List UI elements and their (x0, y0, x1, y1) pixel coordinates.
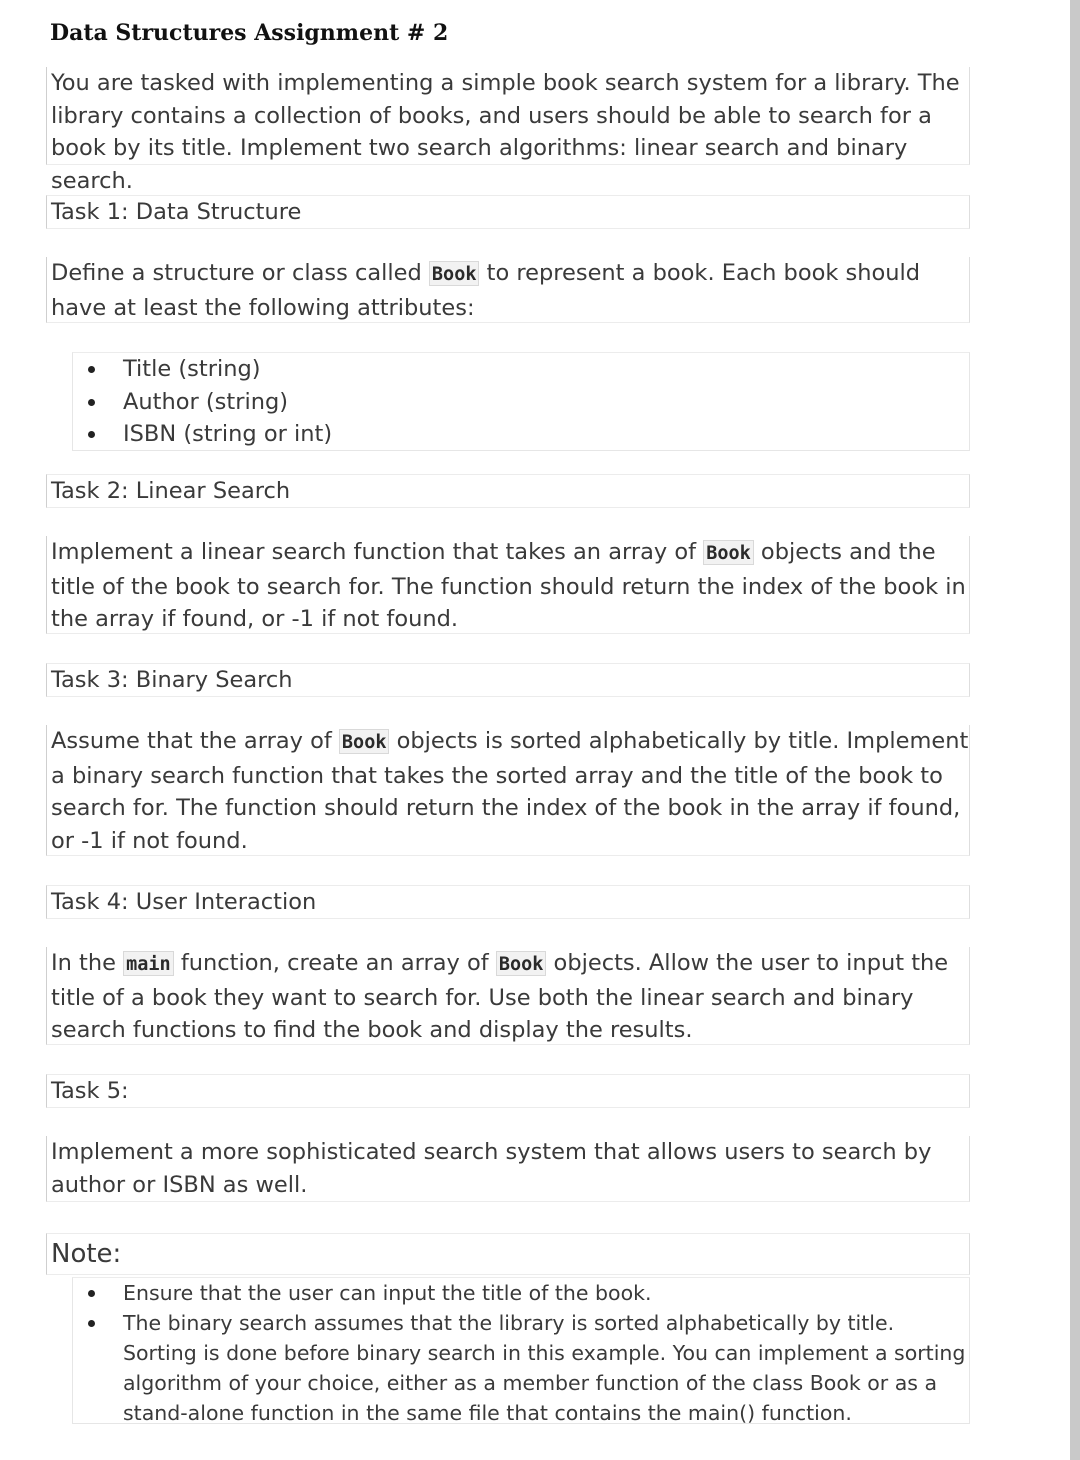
scrollbar[interactable] (1070, 0, 1080, 1460)
task2-heading: Task 2: Linear Search (46, 474, 970, 508)
task3-paragraph (46, 725, 970, 856)
attribute-list (72, 352, 970, 451)
task1-text-before: Define a structure or class called (51, 260, 429, 286)
task4-text-2: function, create an array of (173, 950, 496, 976)
book-code: Book (703, 540, 754, 565)
bullet-icon (88, 366, 95, 373)
task3-heading: Task 3: Binary Search (46, 663, 970, 697)
note-heading: Note: (46, 1233, 970, 1275)
task4-paragraph (46, 947, 970, 1045)
list-item-label: Ensure that the user can input the title of the book. (123, 1281, 652, 1305)
list-item-label: Title (string) (123, 356, 261, 382)
intro-paragraph: You are tasked with implementing a simple book search system for a library. The library contains a collection of books, and users should be able to search for a book by its title. Implement two search algorithms: linear search and binary search. (46, 67, 970, 165)
book-code: Book (429, 261, 480, 286)
task2-paragraph (46, 536, 970, 634)
list-item-label: The binary search assumes that the library is sorted alphabetically by title. Sorting is done before binary search in this example. You can implement a sorting algorithm of your choice, either as a member function of the class Book or as a stand-alone function in the same file that contains the main() function. (123, 1311, 966, 1425)
note-list (72, 1277, 970, 1424)
document-title: Data Structures Assignment # 2 (50, 20, 449, 46)
task4-text-1: In the (51, 950, 124, 976)
book-code: Book (339, 729, 390, 754)
task5-paragraph: Implement a more sophisticated search system that allows users to search by author or ISBN as well. (46, 1136, 970, 1202)
task2-text-after: objects and the title of the book to search for. The function should return the index of the book in the array if found, or -1 if not found. (51, 539, 966, 632)
task3-text-after: objects is sorted alphabetically by title. Implement a binary search function that takes the sorted array and the title of the book to search for. The function should return the index of the book in the array if found, or -1 if not found. (51, 728, 969, 854)
list-item (73, 1278, 969, 1308)
task4-text-3: objects. Allow the user to input the title of a book they want to search for. Use both the linear search and binary search functions to find the book and display the results. (51, 950, 949, 1043)
task1-paragraph (46, 257, 970, 323)
task1-heading: Task 1: Data Structure (46, 195, 970, 229)
list-item (73, 418, 969, 451)
task5-heading: Task 5: (46, 1074, 970, 1108)
task2-text-before: Implement a linear search function that takes an array of (51, 539, 704, 565)
task4-heading: Task 4: User Interaction (46, 885, 970, 919)
list-item (73, 386, 969, 419)
task3-text-before: Assume that the array of (51, 728, 339, 754)
bullet-icon (88, 399, 95, 406)
list-item (73, 353, 969, 386)
task1-text-after: to represent a book. Each book should have at least the following attributes: (51, 260, 921, 321)
bullet-icon (88, 1290, 95, 1297)
list-item-label: ISBN (string or int) (123, 421, 333, 447)
book-code: Book (496, 951, 547, 976)
list-item-label: Author (string) (123, 388, 289, 415)
bullet-icon (88, 1320, 95, 1327)
list-item (73, 1308, 969, 1428)
bullet-icon (88, 431, 95, 438)
main-code: main (123, 951, 174, 976)
